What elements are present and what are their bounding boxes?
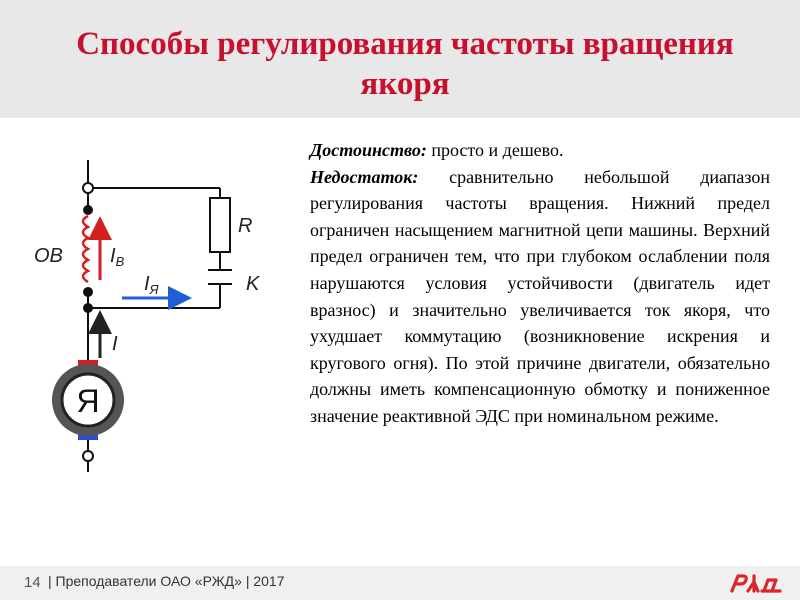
label-ov: ОВ [34,245,63,267]
switch-k [208,270,232,284]
title-line-1: Способы регулирования частоты вращения [76,26,734,62]
advantage-paragraph [310,137,770,164]
armature-letter: Я [76,383,100,419]
label-i: I [112,333,118,355]
advantage-label: Достоинство: [310,140,427,160]
disadvantage-label: Недостаток: [310,166,419,187]
node-junction [83,303,93,313]
circuit-diagram [20,150,290,480]
title-line-2: якоря [360,66,450,102]
field-winding-coil [83,216,88,282]
label-ib: $I_В$ [110,245,125,269]
page-number: 14 [24,574,41,591]
label-ia: $I_Я$ [144,273,159,297]
resistor-r [210,198,230,252]
node-bottom [83,287,93,297]
terminal-top [83,183,93,193]
slide-title [30,24,780,104]
footer-text: | Преподаватели ОАО «РЖД» | 2017 [48,573,285,589]
terminal-bottom [83,451,93,461]
advantage-text: просто и дешево. [426,140,564,160]
disadvantage-text: сравнительно небольшой диапазон регулирования частоты вращения. Нижний предел ограничен насыщением магнитной цепи машины. Верхний предел ограничен тем, что при глубоком ослаблении поля нарушаются условия устойчивости (двигатель идет вразнос) и значительно увеличивается ток якоря, что ухудшает коммутацию (возникновение искрения и кругового огня). По этой причине двигатели, обязательно должны иметь компенсационную обмотку и пониженное значение реактивной ЭДС при номинальном режиме. [310,166,770,426]
label-k: K [246,273,260,295]
disadvantage-paragraph [310,164,770,430]
rzd-logo-icon [728,572,784,594]
label-r: R [238,215,253,237]
node-top [83,205,93,215]
body-text [310,137,770,430]
